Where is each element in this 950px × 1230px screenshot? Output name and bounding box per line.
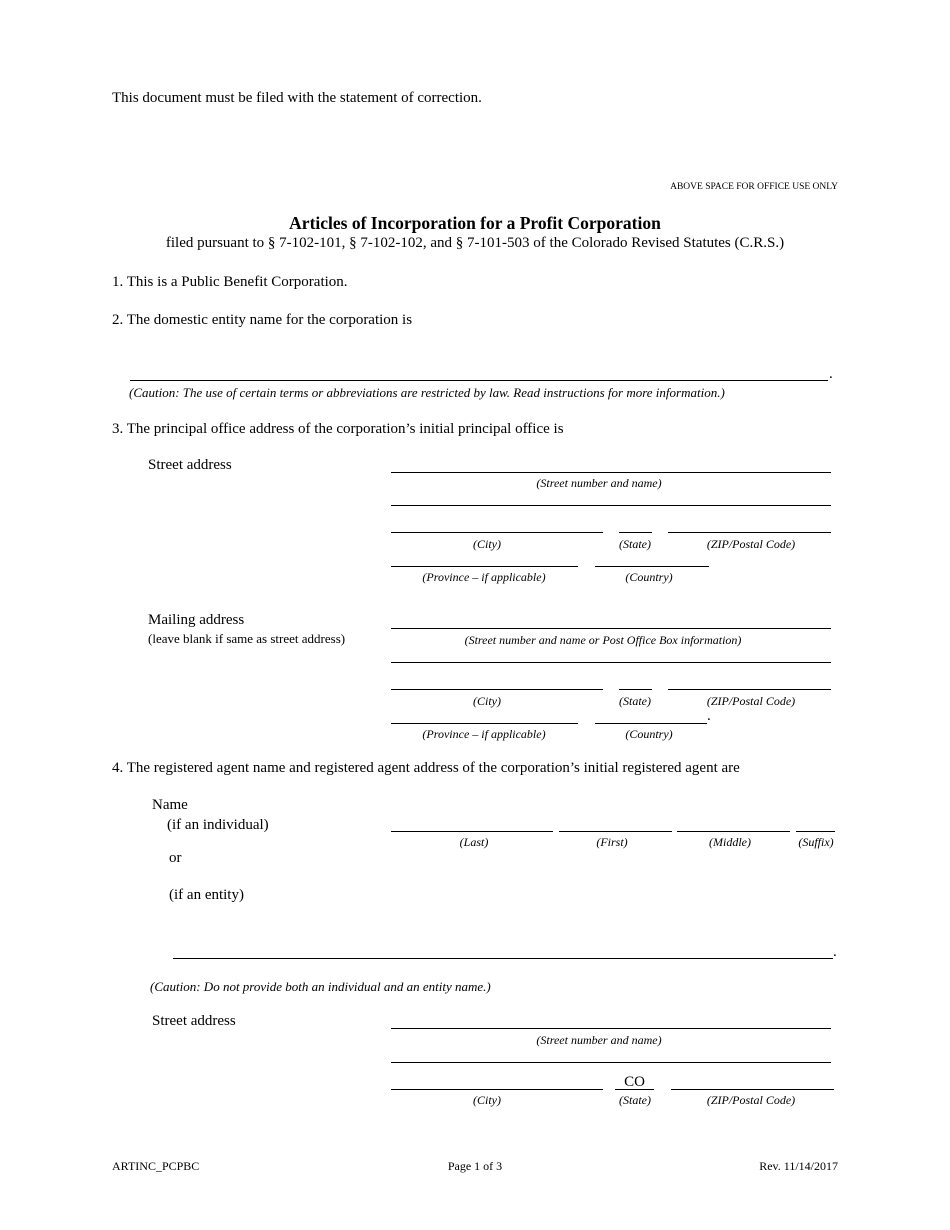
agent-street-field[interactable] — [391, 1028, 831, 1029]
item-4-text: 4. The registered agent name and registered agent address of the corporation’s initial registered agent are — [112, 760, 740, 776]
agent-first-name-field[interactable] — [559, 831, 672, 832]
agent-entity-name-field[interactable] — [173, 958, 833, 959]
principal-street-label: Street address — [148, 457, 232, 473]
agent-name-label: Name — [152, 797, 188, 813]
mailing-country-period: . — [707, 708, 711, 724]
principal-zip-field[interactable] — [668, 532, 831, 533]
footer-page-number: Page 1 of 3 — [447, 1159, 503, 1173]
filing-note: This document must be filed with the statement of correction. — [112, 90, 482, 106]
caption-state: (State) — [619, 694, 651, 708]
principal-street-field-2[interactable] — [391, 505, 831, 506]
agent-street-label: Street address — [152, 1013, 236, 1029]
caption-country: (Country) — [625, 727, 673, 741]
mailing-state-field[interactable] — [619, 689, 652, 690]
principal-state-field[interactable] — [619, 532, 652, 533]
mailing-city-field[interactable] — [391, 689, 603, 690]
principal-street-field[interactable] — [391, 472, 831, 473]
page-title: Articles of Incorporation for a Profit Corporation — [289, 213, 661, 233]
caption-zip: (ZIP/Postal Code) — [706, 537, 796, 551]
agent-entity-period: . — [833, 944, 837, 960]
agent-if-entity: (if an entity) — [169, 887, 244, 903]
mailing-street-field[interactable] — [391, 628, 831, 629]
caption-zip: (ZIP/Postal Code) — [706, 694, 796, 708]
footer-revision: Rev. 11/14/2017 — [759, 1159, 838, 1173]
caption-street-or-po: (Street number and name or Post Office Box information) — [464, 633, 742, 647]
agent-caution: (Caution: Do not provide both an individual and an entity name.) — [150, 979, 491, 994]
agent-suffix-field[interactable] — [796, 831, 835, 832]
principal-country-field[interactable] — [595, 566, 709, 567]
caption-last: (Last) — [459, 835, 489, 849]
caption-city: (City) — [473, 537, 501, 551]
caption-city: (City) — [473, 694, 501, 708]
caption-city: (City) — [473, 1093, 501, 1107]
office-use-label: ABOVE SPACE FOR OFFICE USE ONLY — [670, 182, 838, 192]
caption-state: (State) — [619, 537, 651, 551]
mailing-zip-field[interactable] — [668, 689, 831, 690]
entity-name-field[interactable] — [130, 380, 828, 381]
agent-street-field-2[interactable] — [391, 1062, 831, 1063]
principal-province-field[interactable] — [391, 566, 578, 567]
page-subtitle: filed pursuant to § 7-102-101, § 7-102-102, and § 7-101-503 of the Colorado Revised Statutes (C.R.S.) — [165, 235, 785, 251]
entity-name-period: . — [829, 366, 833, 382]
mailing-street-field-2[interactable] — [391, 662, 831, 663]
caption-zip: (ZIP/Postal Code) — [706, 1093, 796, 1107]
caption-street-number-name: (Street number and name) — [536, 1033, 662, 1047]
caption-first: (First) — [596, 835, 628, 849]
entity-name-caution: (Caution: The use of certain terms or abbreviations are restricted by law. Read instructions for more information.) — [129, 385, 725, 400]
caption-country: (Country) — [625, 570, 673, 584]
agent-if-individual: (if an individual) — [167, 817, 269, 833]
agent-middle-name-field[interactable] — [677, 831, 790, 832]
item-3-text: 3. The principal office address of the corporation’s initial principal office is — [112, 421, 564, 437]
caption-middle: (Middle) — [709, 835, 751, 849]
caption-province: (Province – if applicable) — [422, 727, 546, 741]
agent-state-value: CO — [624, 1074, 645, 1090]
caption-street-number-name: (Street number and name) — [536, 476, 662, 490]
mailing-address-label: Mailing address — [148, 612, 245, 628]
caption-state: (State) — [619, 1093, 651, 1107]
agent-or: or — [169, 850, 182, 866]
mailing-province-field[interactable] — [391, 723, 578, 724]
agent-zip-field[interactable] — [671, 1089, 834, 1090]
item-2-text: 2. The domestic entity name for the corporation is — [112, 312, 413, 328]
principal-city-field[interactable] — [391, 532, 603, 533]
mailing-country-field[interactable] — [595, 723, 707, 724]
caption-province: (Province – if applicable) — [422, 570, 546, 584]
item-1-text: 1. This is a Public Benefit Corporation. — [112, 274, 348, 290]
footer-form-id: ARTINC_PCPBC — [112, 1159, 200, 1173]
caption-suffix: (Suffix) — [798, 835, 834, 849]
mailing-address-note: (leave blank if same as street address) — [148, 631, 346, 646]
agent-city-field[interactable] — [391, 1089, 603, 1090]
agent-last-name-field[interactable] — [391, 831, 553, 832]
